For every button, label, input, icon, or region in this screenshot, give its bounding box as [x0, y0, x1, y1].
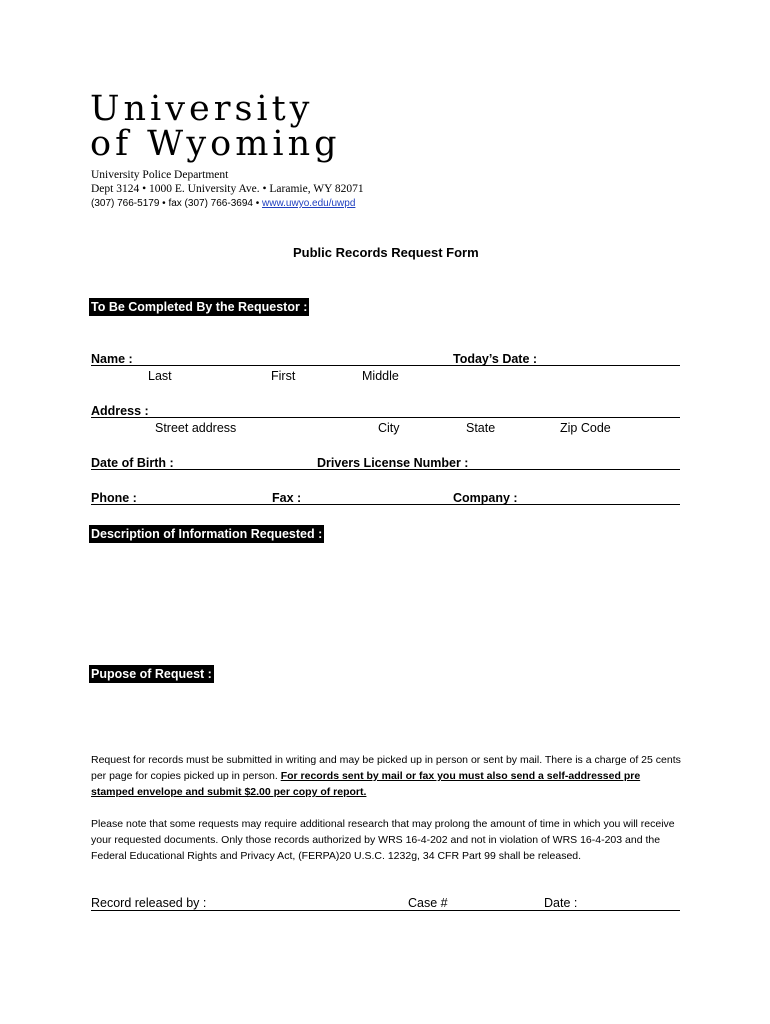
- purpose-section-heading: Pupose of Request :: [91, 667, 212, 681]
- company-label: Company :: [453, 491, 518, 505]
- case-number-label: Case #: [408, 896, 448, 910]
- contact-line: [91, 198, 355, 209]
- state-caption: State: [466, 421, 496, 435]
- address-line[interactable]: [91, 417, 680, 418]
- last-name-caption: Last: [148, 369, 172, 383]
- address-label: Address :: [91, 404, 149, 418]
- fax-label: Fax :: [272, 491, 302, 505]
- submission-text: Request for records must be submitted in writing and may be picked up in person or sent by mail. There is a charge of 25 cents per page for copies picked up in person.: [91, 754, 681, 782]
- university-logo-line1: University: [90, 89, 314, 129]
- street-caption: Street address: [155, 421, 237, 435]
- requestor-section-heading: To Be Completed By the Requestor :: [91, 300, 308, 314]
- mail-fax-requirement: For records sent by mail or fax you must also send a self-addressed pre stamped envelope and submit $2.00 per copy of report.: [91, 770, 641, 798]
- university-logo-line2: of Wyoming: [90, 124, 341, 164]
- submission-instructions: [91, 752, 681, 800]
- phone-fax-company-line[interactable]: [91, 504, 680, 505]
- department-address: Dept 3124 • 1000 E. University Ave. • Laramie, WY 82071: [91, 183, 364, 195]
- name-label: Name :: [91, 352, 133, 366]
- zip-caption: Zip Code: [560, 421, 611, 435]
- city-caption: City: [378, 421, 400, 435]
- middle-name-caption: Middle: [362, 369, 399, 383]
- phone-label: Phone :: [91, 491, 137, 505]
- dob-license-line[interactable]: [91, 469, 680, 470]
- dob-label: Date of Birth :: [91, 456, 174, 470]
- phone-fax-text: (307) 766-5179 • fax (307) 766-3694 •: [91, 198, 263, 209]
- department-name: University Police Department: [91, 169, 229, 181]
- first-name-caption: First: [271, 369, 296, 383]
- todays-date-label: Today’s Date :: [453, 352, 538, 366]
- description-section-heading: Description of Information Requested :: [91, 527, 323, 541]
- description-field[interactable]: [91, 548, 680, 658]
- release-date-label: Date :: [544, 896, 578, 910]
- release-notice: Please note that some requests may require additional research that may prolong the amount of time in which you will receive your requested documents. Only those records authorized by WRS 16-4-202 and not in violation of WRS 16-4-203 and the Federal Educational Rights and Privacy Act, (FERPA)20 U.S.C. 1232g, 34 CFR Part 99 shall be released.: [91, 818, 675, 862]
- released-by-label: Record released by :: [91, 896, 207, 910]
- purpose-field[interactable]: [91, 688, 680, 748]
- name-line[interactable]: [91, 365, 680, 366]
- license-label: Drivers License Number :: [317, 456, 469, 470]
- release-line[interactable]: [91, 910, 680, 911]
- form-title: Public Records Request Form: [293, 245, 479, 260]
- website-link[interactable]: www.uwyo.edu/uwpd: [262, 198, 356, 209]
